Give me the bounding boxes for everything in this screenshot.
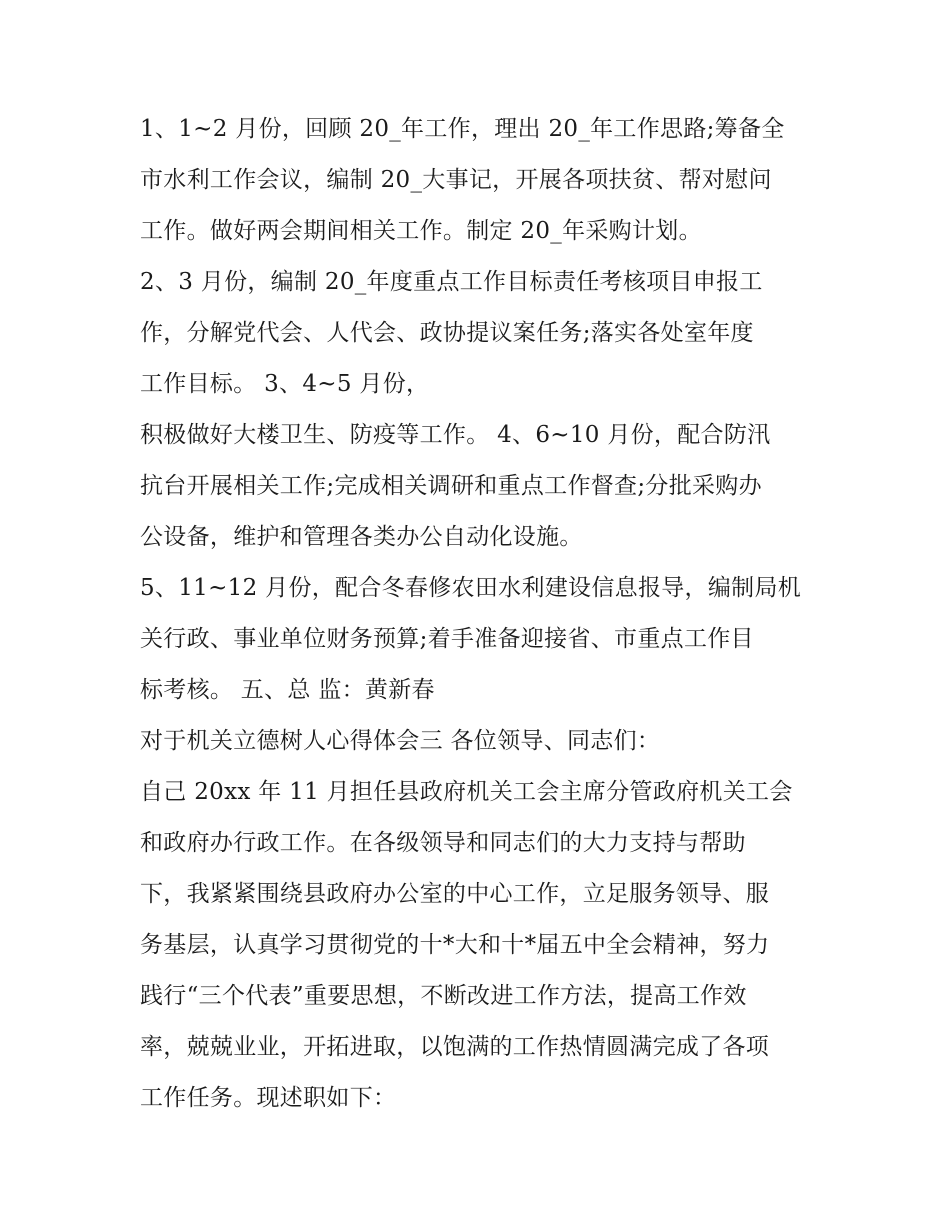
text-line: 市水利工作会议，编制 20_大事记，开展各项扶贫、帮对慰问 bbox=[140, 167, 772, 193]
text-line: 积极做好大楼卫生、防疫等工作。 4、6~10 月份，配合防汛 bbox=[140, 422, 771, 448]
text-line: 2、3 月份，编制 20_年度重点工作目标责任考核项目申报工 bbox=[140, 269, 763, 295]
text-line: 1、1~2 月份，回顾 20_年工作，理出 20_年工作思路;筹备全 bbox=[140, 116, 785, 142]
text-line: 对于机关立德树人心得体会三 各位领导、同志们： bbox=[140, 728, 661, 754]
text-line: 践行“三个代表”重要思想，不断改进工作方法，提高工作效 bbox=[140, 983, 747, 1009]
text-line: 工作任务。现述职如下： bbox=[140, 1085, 397, 1111]
text-line: 下，我紧紧围绕县政府办公室的中心工作，立足服务领导、服 bbox=[140, 881, 770, 907]
text-line: 工作。做好两会期间相关工作。制定 20_年采购计划。 bbox=[140, 218, 702, 244]
text-line: 抗台开展相关工作;完成相关调研和重点工作督查;分批采购办 bbox=[140, 473, 762, 499]
text-line: 和政府办行政工作。在各级领导和同志们的大力支持与帮助 bbox=[140, 830, 746, 856]
text-line: 工作目标。 3、4~5 月份， bbox=[140, 371, 430, 397]
text-line: 率，兢兢业业，开拓进取，以饱满的工作热情圆满完成了各项 bbox=[140, 1034, 770, 1060]
text-line: 公设备，维护和管理各类办公自动化设施。 bbox=[140, 524, 583, 550]
body-text bbox=[140, 104, 820, 1124]
text-line: 务基层，认真学习贯彻党的十*大和十*届五中全会精神，努力 bbox=[140, 932, 770, 958]
text-line: 关行政、事业单位财务预算;着手准备迎接省、市重点工作目 bbox=[140, 626, 754, 652]
text-line: 自己 20xx 年 11 月担任县政府机关工会主席分管政府机关工会 bbox=[140, 779, 793, 805]
text-line: 5、11~12 月份，配合冬春修农田水利建设信息报导，编制局机 bbox=[140, 575, 802, 601]
text-line: 作，分解党代会、人代会、政协提议案任务;落实各处室年度 bbox=[140, 320, 754, 346]
text-line: 标考核。 五、总 监：黄新春 bbox=[140, 677, 435, 703]
